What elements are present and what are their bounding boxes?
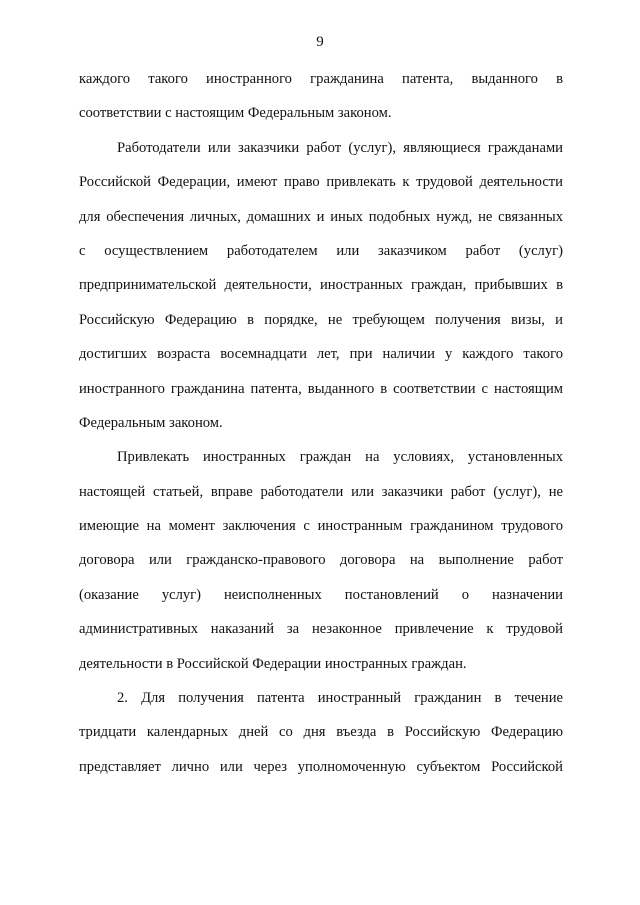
text-line: имеющие на момент заключения с иностранным гражданином трудового: [79, 518, 563, 535]
text-line: деятельности в Российской Федерации иностранных граждан.: [79, 655, 467, 672]
text-line: достигших возраста восемнадцати лет, при наличии у каждого такого: [79, 346, 563, 363]
text-line: предпринимательской деятельности, иностранных граждан, прибывших в: [79, 277, 563, 294]
paragraph-continuation: [79, 62, 563, 131]
document-body: [79, 62, 563, 784]
text-line: административных наказаний за незаконное привлечение к трудовой: [79, 621, 563, 638]
text-line: представляет лично или через уполномоченную субъектом Российской: [79, 758, 563, 775]
text-line: Российской Федерации, имеют право привлекать к трудовой деятельности: [79, 174, 563, 191]
text-line: иностранного гражданина патента, выданного в соответствии с настоящим: [79, 380, 563, 397]
text-line: 2. Для получения патента иностранный гражданин в течение: [117, 690, 563, 707]
text-line: Привлекать иностранных граждан на условиях, установленных: [117, 449, 563, 466]
text-line: договора или гражданско-правового договора на выполнение работ: [79, 552, 563, 569]
text-line: (оказание услуг) неисполненных постановлений о назначении: [79, 586, 563, 603]
paragraph-employers-citizens: [79, 131, 563, 441]
text-line: Работодатели или заказчики работ (услуг), являющиеся гражданами: [117, 139, 563, 156]
text-line: с осуществлением работодателем или заказчиком работ (услуг): [79, 242, 563, 259]
text-line: каждого такого иностранного гражданина патента, выданного в: [79, 71, 563, 87]
text-line: Федеральным законом.: [79, 414, 223, 431]
text-line: для обеспечения личных, домашних и иных подобных нужд, не связанных: [79, 208, 563, 225]
paragraph-hiring-conditions: [79, 440, 563, 681]
text-line: соответствии с настоящим Федеральным законом.: [79, 105, 392, 122]
paragraph-patent-application: [79, 681, 563, 784]
text-line: Российскую Федерацию в порядке, не требующем получения визы, и: [79, 311, 563, 328]
text-line: тридцати календарных дней со дня въезда в Российскую Федерацию: [79, 724, 563, 741]
text-line: настоящей статьей, вправе работодатели или заказчики работ (услуг), не: [79, 483, 563, 500]
page-number: 9: [316, 34, 324, 50]
